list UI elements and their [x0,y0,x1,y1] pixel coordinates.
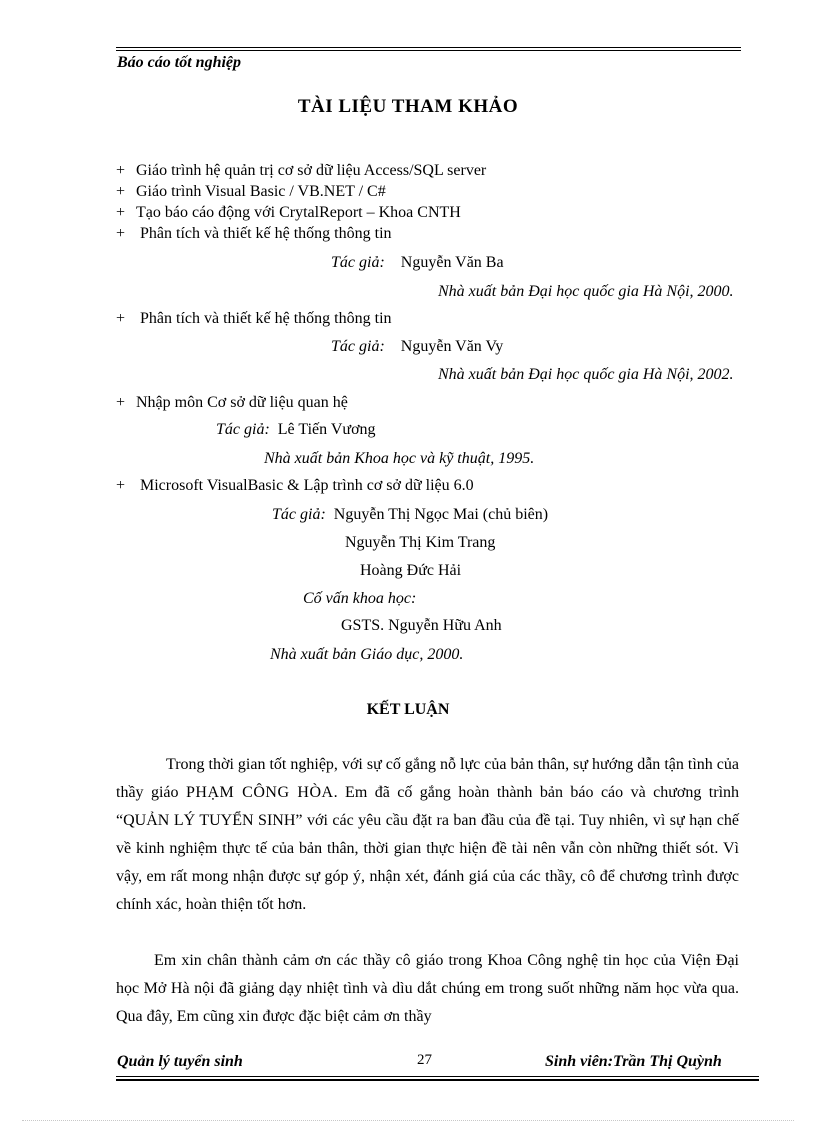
reference-item: + Giáo trình Visual Basic / VB.NET / C# [116,183,386,200]
reference-item: + Phân tích và thiết kế hệ thống thông tin [116,225,392,242]
reference-item: + Nhập môn Cơ sở dữ liệu quan hệ [116,394,348,411]
footer-student-name: Sinh viên:Trần Thị Quỳnh [545,1053,722,1070]
publisher-line: Nhà xuất bản Đại học quốc gia Hà Nội, 2002. [438,366,734,383]
author-line: Tác giả: Lê Tiến Vương [216,421,376,438]
footer-rule-thick [116,1079,759,1081]
footer-project-title: Quản lý tuyển sinh [117,1053,243,1070]
author-line: Tác giả: Nguyễn Văn Vy [331,338,504,355]
bullet: + [116,225,126,242]
reference-item: + Phân tích và thiết kế hệ thống thông tin [116,310,392,327]
conclusion-paragraph-2: Em xin chân thành cảm ơn các thầy cô giáo trong Khoa Công nghệ tin học của Viện Đại học Mở Hà nội đã giảng dạy nhiệt tình và dìu dắt chúng em trong suốt những năm học vừa qua. Qua đây, Em cũng xin được đặc biệt cảm ơn thầy [116,952,739,1025]
bullet: + [116,477,126,494]
references-heading: TÀI LIỆU THAM KHẢO [297,96,519,117]
bullet: + [116,310,126,327]
advisor-name: GSTS. Nguyễn Hữu Anh [341,617,502,634]
reference-item: + Tạo báo cáo động với CrytalReport – Khoa CNTH [116,204,461,221]
reference-item: + Microsoft VisualBasic & Lập trình cơ sở dữ liệu 6.0 [116,477,474,494]
footer-rule [116,1076,759,1077]
header-rule [116,47,741,48]
author-line: Tác giả: Nguyễn Văn Ba [331,254,504,271]
author-line: Tác giả: Nguyễn Thị Ngọc Mai (chủ biên) [272,506,549,523]
header-title: Báo cáo tốt nghiệp [117,54,242,71]
teacher-name: PHẠM CÔNG HÒA [185,784,334,801]
publisher-line: Nhà xuất bản Khoa học và kỹ thuật, 1995. [264,450,535,467]
bullet: + [116,204,126,221]
author-line: Nguyễn Thị Kim Trang [345,534,496,551]
bullet: + [116,394,126,411]
header-rule-thick [116,50,741,51]
bullet: + [116,162,126,179]
bullet: + [116,183,126,200]
page-number: 27 [417,1052,432,1068]
page-edge [22,1120,794,1121]
author-line: Hoàng Đức Hải [360,562,462,579]
publisher-line: Nhà xuất bản Giáo dục, 2000. [270,646,464,663]
conclusion-paragraph-1: Trong thời gian tốt nghiệp, với sự cố gắng nỗ lực của bản thân, sự hướng dẫn tận tình của thầy giáo PHẠM CÔNG HÒA. Em đã cố gắng hoàn thành bản báo cáo và chương trình “QUẢN LÝ TUYỂN SINH” với các yêu cầu đặt ra ban đầu của đề tại. Tuy nhiên, vì sự hạn chế về kinh nghiệm thực tế của bản thân, thời gian thực hiện đề tài nên vẫn còn những thiết sót. Vì vậy, em rất mong nhận được sự góp ý, nhận xét, đánh giá của các thầy, cô để chương trình được chính xác, hoàn thiện tốt hơn. [116,756,740,913]
advisor-label: Cố vấn khoa học: [303,590,417,607]
publisher-line: Nhà xuất bản Đại học quốc gia Hà Nội, 2000. [438,283,734,300]
reference-item: + Giáo trình hệ quản trị cơ sở dữ liệu Access/SQL server [116,162,487,179]
conclusion-heading: KẾT LUẬN [366,701,450,718]
